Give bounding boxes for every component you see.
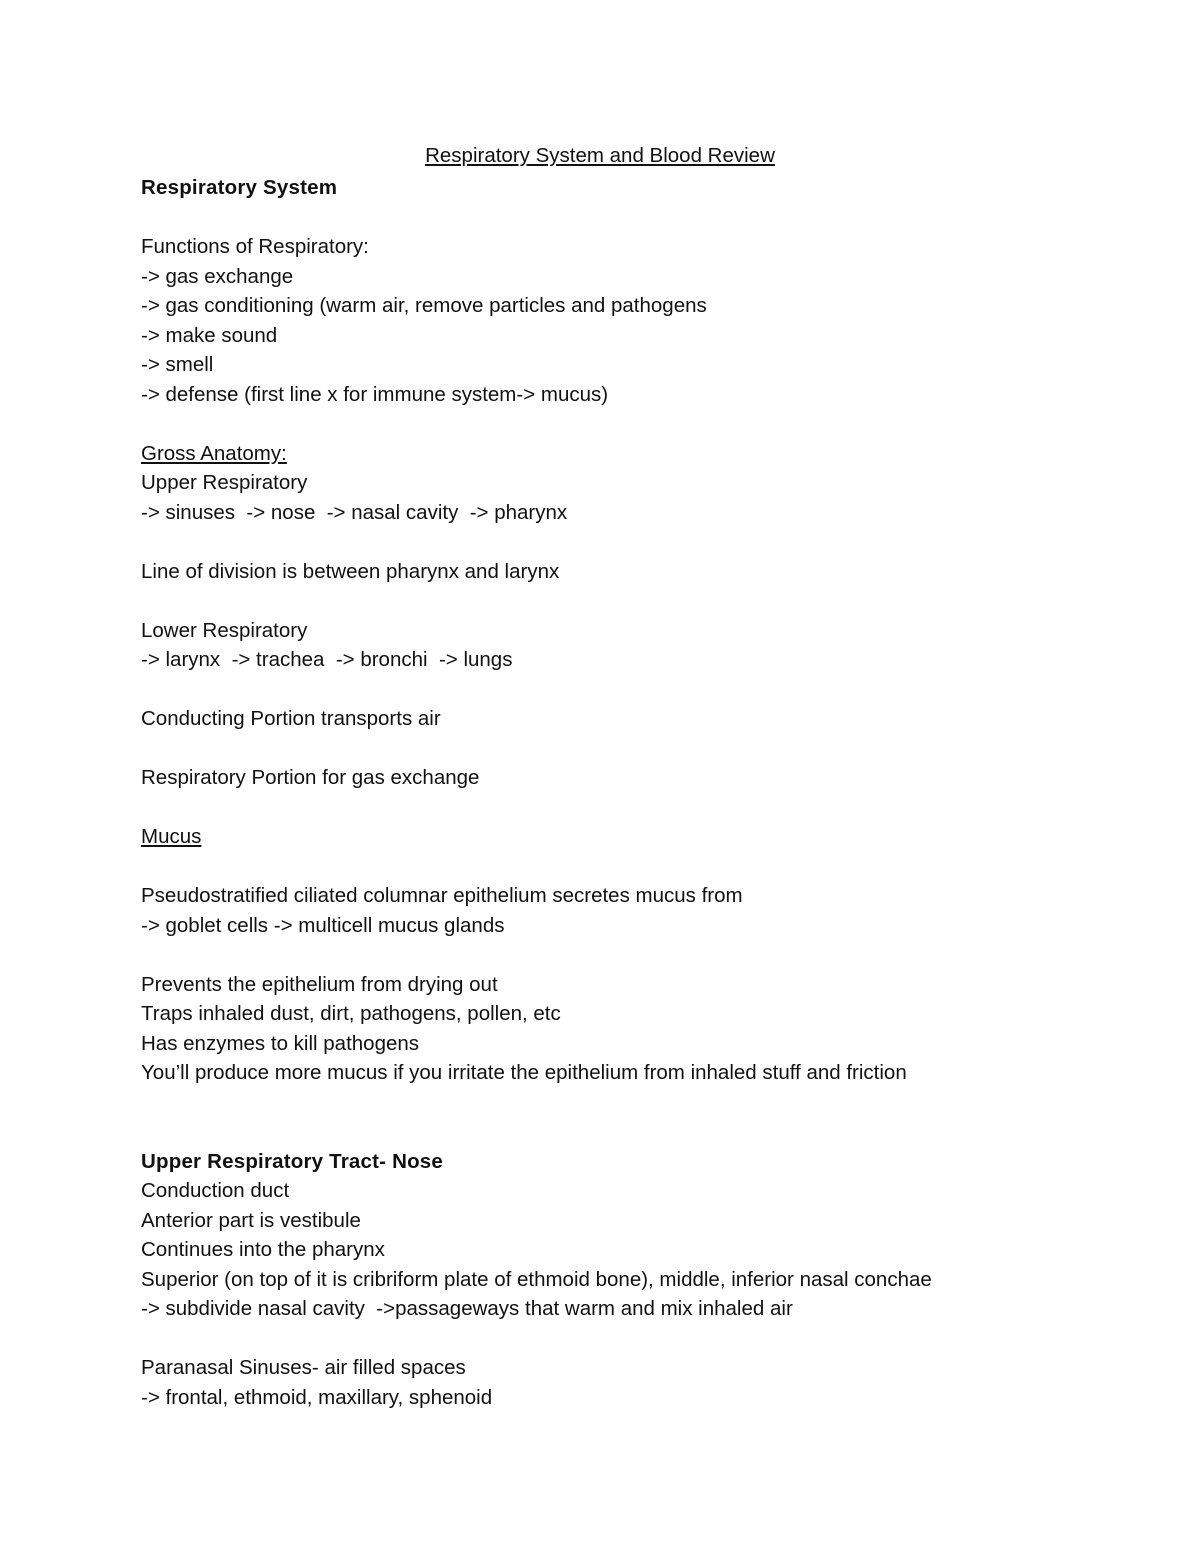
blank-line — [141, 852, 1141, 882]
text-line: Conducting Portion transports air — [141, 707, 441, 730]
text-line: Line of division is between pharynx and larynx — [141, 559, 560, 583]
blank-line — [141, 1324, 1141, 1354]
text-line: Pseudostratified ciliated columnar epithelium secretes mucus from — [141, 884, 743, 907]
text-line: You’ll produce more mucus if you irritate the epithelium from inhaled stuff and friction — [141, 1061, 907, 1084]
document-title: Respiratory System and Blood Review — [425, 144, 775, 167]
text-line: Prevents the epithelium from drying out — [141, 972, 498, 996]
text-line: Traps inhaled dust, dirt, pathogens, pollen, etc — [141, 1002, 561, 1025]
text-line: Anterior part is vestibule — [141, 1208, 361, 1232]
blank-line — [141, 940, 1141, 970]
text-line: -> gas conditioning (warm air, remove particles and pathogens — [141, 294, 707, 317]
text-line: -> smell — [141, 353, 214, 376]
blank-line — [141, 793, 1141, 823]
text-line: -> frontal, ethmoid, maxillary, sphenoid — [141, 1385, 493, 1409]
text-line: Functions of Respiratory: — [141, 235, 369, 258]
subsection-heading-text: Gross Anatomy: — [141, 441, 287, 465]
section-heading: Upper Respiratory Tract- Nose — [141, 1149, 443, 1173]
blank-line — [141, 1088, 1141, 1118]
section-heading: Respiratory System — [141, 176, 338, 199]
text-line: Conduction duct — [141, 1179, 290, 1202]
text-line: Lower Respiratory — [141, 618, 308, 642]
text-line: Paranasal Sinuses- air filled spaces — [141, 1356, 466, 1379]
text-line: -> sinuses -> nose -> nasal cavity -> pharynx — [141, 500, 568, 524]
text-line: -> gas exchange — [141, 264, 294, 288]
blank-line — [141, 527, 1141, 557]
text-line: -> make sound — [141, 323, 278, 347]
subsection-heading — [141, 822, 1141, 852]
text-line: -> larynx -> trachea -> bronchi -> lungs — [141, 648, 513, 671]
subsection-heading — [141, 439, 1141, 469]
blank-line — [141, 203, 1141, 233]
text-line: Continues into the pharynx — [141, 1238, 385, 1261]
text-line: -> subdivide nasal cavity ->passageways that warm and mix inhaled air — [141, 1297, 793, 1320]
blank-line — [141, 675, 1141, 705]
blank-line — [141, 734, 1141, 764]
text-line: Upper Respiratory — [141, 471, 308, 494]
text-line: -> defense (first line x for immune system-> mucus) — [141, 382, 609, 406]
text-line: Has enzymes to kill pathogens — [141, 1031, 420, 1055]
text-line: Superior (on top of it is cribriform plate of ethmoid bone), middle, inferior nasal conchae — [141, 1267, 932, 1291]
blank-line — [141, 586, 1141, 616]
blank-line — [141, 1117, 1141, 1147]
text-line: Respiratory Portion for gas exchange — [141, 766, 480, 789]
document-body — [141, 173, 1141, 1412]
subsection-heading-text: Mucus — [141, 825, 202, 848]
blank-line — [141, 409, 1141, 439]
text-line: -> goblet cells -> multicell mucus glands — [141, 913, 505, 937]
